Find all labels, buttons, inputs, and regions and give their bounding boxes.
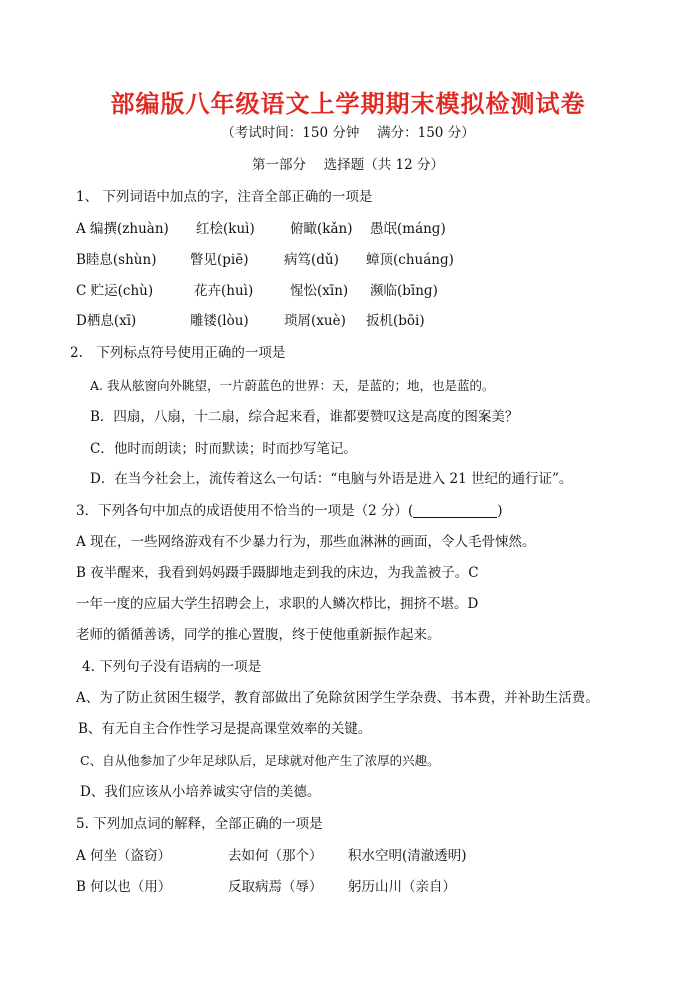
q3-line-d: 老师的循循善诱，同学的推心置腹，终于使他重新振作起来。 [76, 627, 441, 643]
q5-option-a-1: A 何坐（盗窃） [76, 848, 172, 864]
q1-option-a-1: A 编撰(zhuàn) [76, 221, 169, 237]
q1-option-c-4: 濒临(bīnɡ) [370, 283, 438, 299]
q2-option-c: C．他时而朗读；时而默读；时而抄写笔记。 [90, 441, 357, 457]
q5-option-a-2: 去如何（那个） [228, 848, 323, 864]
q5-stem: 5. 下列加点词的解释，全部正确的一项是 [76, 816, 323, 832]
page-title: 部编版八年级语文上学期期末模拟检测试卷 [110, 90, 586, 118]
q1-option-a-3: 俯瞰(kǎn) [290, 221, 353, 237]
q1-option-b-3: 病笃(dǔ) [284, 252, 339, 268]
q2-option-a: A. 我从舷窗向外眺望，一片蔚蓝色的世界：天，是蓝的；地，也是蓝的。 [90, 378, 495, 393]
q1-stem: 1、 下列词语中加点的字，注音全部正确的一项是 [76, 189, 373, 205]
q5-option-b-2: 反取病焉（辱） [228, 879, 323, 895]
q5-option-b-1: B 何以也（用） [76, 879, 172, 895]
q1-option-a-2: 红桧(kuì) [196, 221, 255, 237]
q1-option-d-2: 雕镂(lòu) [190, 313, 249, 329]
q4-option-c: C、自从他参加了少年足球队后，足球就对他产生了浓厚的兴趣。 [80, 753, 440, 768]
q4-option-b: B、有无自主合作性学习是提高课堂效率的关键。 [78, 721, 372, 737]
q3-line-b: B 夜半醒来，我看到妈妈蹑手蹑脚地走到我的床边，为我盖被子。C [76, 565, 479, 581]
q1-option-a-4: 愚氓(mánɡ) [370, 221, 446, 237]
q4-stem: 4. 下列句子没有语病的一项是 [82, 659, 262, 675]
q3-stem [76, 502, 503, 520]
q1-option-b-4: 蟑顶(chuánɡ) [366, 252, 454, 268]
q1-option-d-1: D栖息(xī) [76, 313, 137, 329]
q3-line-a: A 现在，一些网络游戏有不少暴力行为，那些血淋淋的画面，令人毛骨悚然。 [76, 534, 536, 550]
q2-stem: 2. 下列标点符号使用正确的一项是 [70, 345, 286, 361]
part-heading: 第一部分 选择题（共 12 分） [251, 157, 445, 173]
q1-option-d-4: 扳机(bōi) [366, 313, 425, 329]
q1-option-c-3: 惺忪(xīn) [290, 283, 349, 299]
exam-info: （考试时间：150 分钟 满分：150 分） [221, 125, 475, 141]
q4-option-d: D、我们应该从小培养诚实守信的美德。 [80, 784, 321, 800]
q1-option-c-2: 花卉(huì) [194, 283, 254, 299]
q5-option-b-3: 躬历山川（亲自） [348, 879, 456, 895]
q2-option-d: D．在当今社会上，流传着这么一句话：“电脑与外语是进入 21 世纪的通行证”。 [90, 471, 573, 487]
q2-option-b: B．四扇，八扇，十二扇，综合起来看，谁都要赞叹这是高度的图案美？ [90, 409, 519, 425]
answer-blank [413, 503, 497, 518]
q4-option-a: A、为了防止贫困生辍学，教育部做出了免除贫困学生学杂费、书本费，并补助生活费。 [76, 690, 599, 706]
q1-option-b-2: 瞥见(piē) [190, 252, 249, 268]
q1-option-c-1: C 贮运(chù) [76, 283, 154, 299]
q3-stem-text: 3．下列各句中加点的成语使用不恰当的一项是（2 分）( [76, 503, 414, 519]
q3-stem-end: ) [497, 503, 503, 519]
q3-line-c: 一年一度的应届大学生招聘会上，求职的人鳞次栉比，拥挤不堪。D [76, 596, 479, 612]
q5-option-a-3: 积水空明(清澈透明) [348, 848, 467, 864]
q1-option-d-3: 琐屑(xuè) [284, 313, 346, 329]
q1-option-b-1: B睦息(shùn) [76, 252, 157, 268]
